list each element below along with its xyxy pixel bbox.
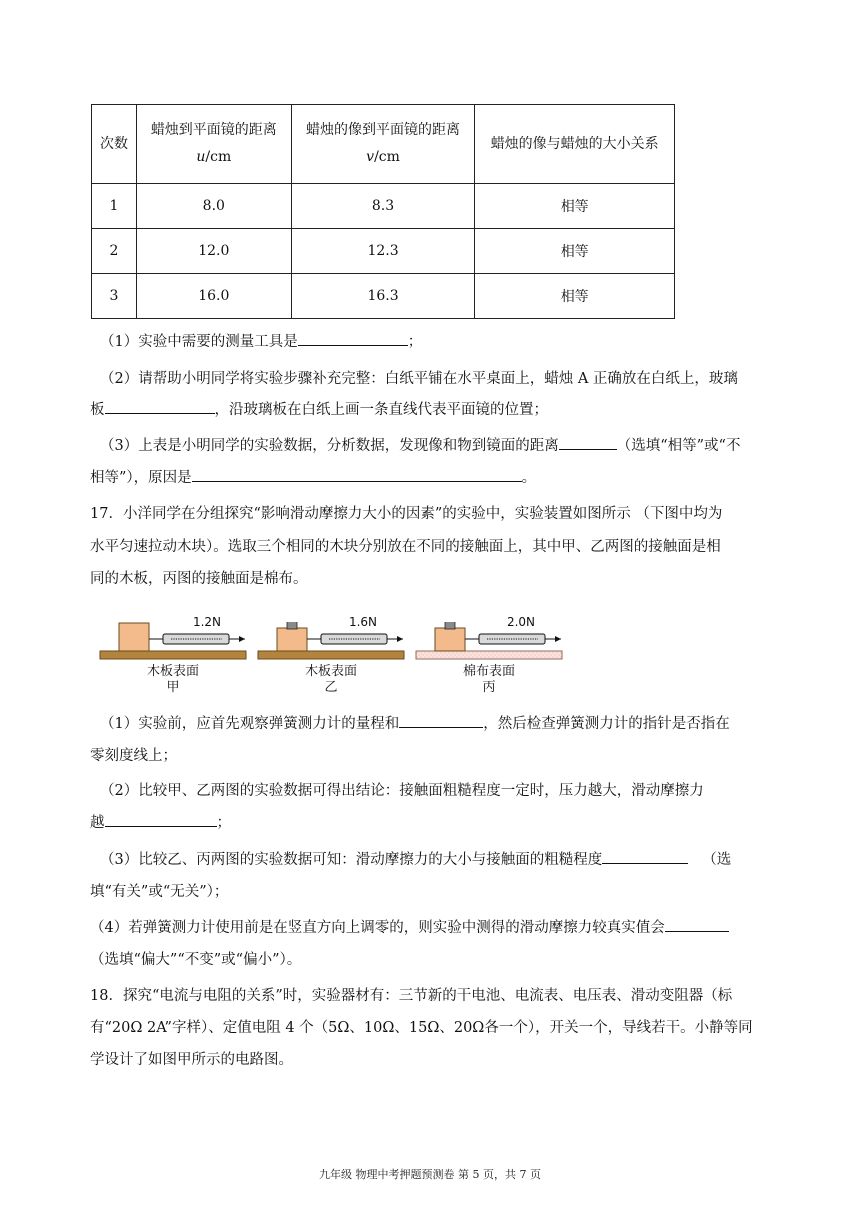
surface-label-jia: 木板表面 [146, 664, 199, 679]
weight-icon [445, 622, 455, 629]
header-count: 次数 [92, 105, 137, 184]
answer-blank[interactable] [105, 812, 217, 827]
q18-line3: 学设计了如图甲所示的电路图。 [90, 1052, 293, 1068]
answer-blank[interactable] [192, 467, 522, 482]
experiment-data-table [91, 104, 675, 319]
table-row: 3 16.0 16.3 相等 [92, 274, 675, 319]
q17-part1-line1: （1）实验前，应首先观察弹簧测力计的量程和 ，然后检查弹簧测力计的指针是否指在 [100, 712, 730, 733]
answer-blank[interactable] [602, 849, 688, 864]
header-object-distance: 蜡烛到平面镜的距离 u/cm [136, 105, 291, 184]
q17-part1-line2: 零刻度线上； [90, 748, 177, 764]
wooden-block [119, 623, 149, 651]
answer-blank[interactable] [559, 435, 617, 450]
reading-jia: 1.2N [192, 615, 222, 629]
table-row: 2 12.0 12.3 相等 [92, 229, 675, 274]
q18-line1: 18．探究“电流与电阻的关系”时，实验器材有：三节新的干电池、电流表、电压表、滑动变阻器（标 [90, 988, 733, 1004]
q18-line2: 有“20Ω 2A”字样）、定值电阻 4 个（5Ω、10Ω、15Ω、20Ω各一个），开关一个，导线若干。小静等同 [90, 1020, 753, 1036]
q17-part2-line2: 越 ； [90, 811, 231, 832]
weight-icon [287, 622, 297, 629]
answer-blank[interactable] [399, 713, 483, 728]
header-size-relation: 蜡烛的像与蜡烛的大小关系 [475, 105, 675, 184]
figure-label-bing: 丙 [482, 680, 496, 695]
surface-label-bing: 棉布表面 [462, 664, 515, 679]
q16-part1: （1）实验中需要的测量工具是 ； [100, 330, 422, 351]
q16-part3-line1: （3）上表是小明同学的实验数据，分析数据，发现像和物到镜面的距离 （选填“相等”或“不 [100, 434, 740, 455]
table-header-row [92, 105, 675, 184]
answer-blank[interactable] [298, 331, 408, 346]
answer-blank[interactable] [665, 917, 729, 932]
q17-part3-line2: 填“有关”或“无关”）； [90, 884, 229, 900]
reading-bing: 2.0N [506, 615, 536, 629]
surface-label-yi: 木板表面 [304, 664, 357, 679]
q17-part2-line1: （2）比较甲、乙两图的实验数据可得出结论：接触面粗糙程度一定时，压力越大，滑动摩擦力 [100, 783, 704, 799]
q16-part2-line1: （2）请帮助小明同学将实验步骤补充完整：白纸平铺在水平桌面上，蜡烛 A 正确放在白纸上，玻璃 [100, 371, 738, 387]
wooden-block [277, 628, 307, 651]
table-row: 1 8.0 8.3 相等 [92, 184, 675, 229]
reading-yi: 1.6N [348, 615, 378, 629]
q16-part3-line2: 相等”），原因是 。 [90, 466, 536, 487]
answer-blank[interactable] [105, 399, 215, 414]
q17-part3-line1: （3）比较乙、丙两图的实验数据可知：滑动摩擦力的大小与接触面的粗糙程度 （选 [100, 848, 731, 869]
q17-intro-line2: 水平匀速拉动木块）。选取三个相同的木块分别放在不同的接触面上，其中甲、乙两图的接触面是相 [90, 539, 721, 555]
q17-part4-line1: （4）若弹簧测力计使用前是在竖直方向上调零的，则实验中测得的滑动摩擦力较真实值会 [90, 916, 729, 937]
friction-experiment-figure [98, 615, 564, 702]
header-image-distance: 蜡烛的像到平面镜的距离 v/cm [291, 105, 475, 184]
q17-intro-line3: 同的木板，丙图的接触面是棉布。 [90, 571, 308, 587]
figure-label-jia: 甲 [166, 680, 180, 695]
q17-part4-line2: （选填“偏大”“不变”或“偏小”）。 [90, 952, 302, 968]
q17-intro-line1: 17．小洋同学在分组探究“影响滑动摩擦力大小的因素”的实验中，实验装置如图所示 （下图中均为 [90, 506, 723, 522]
figure-label-yi: 乙 [324, 680, 338, 695]
q16-part2-line2: 板 ，沿玻璃板在白纸上画一条直线代表平面镜的位置； [90, 398, 548, 419]
page-footer: 九年级 物理中考押题预测卷 第 5 页，共 7 页 [319, 1168, 541, 1181]
wooden-block [435, 628, 465, 651]
